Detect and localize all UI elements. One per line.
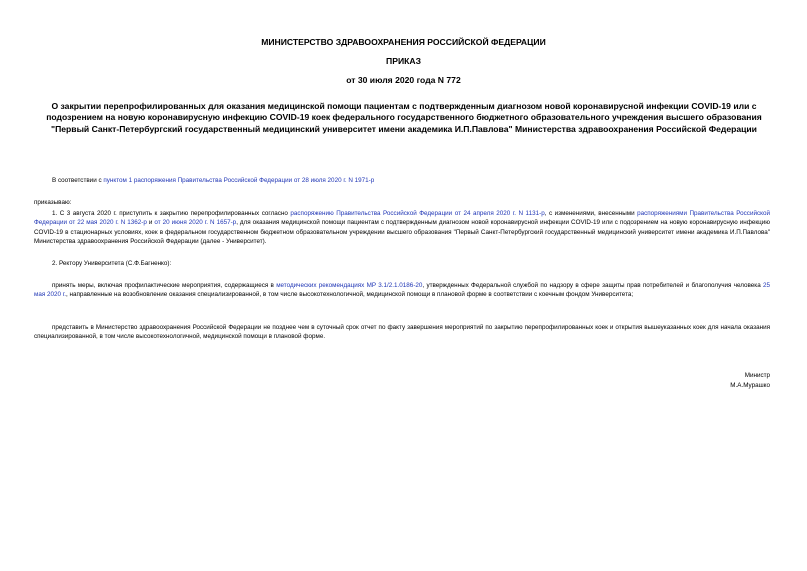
item1-link-2[interactable]: распоряжениями Правительства Российской Федерации от 22 мая 2020 г. N 1362-р xyxy=(34,210,770,227)
item2a-text-2: , утвержденных Федеральной службой по надзору в сфере защиты прав потребителей и благополучия человека xyxy=(422,282,763,289)
item1-text-1: 1. С 3 августа 2020 г. приступить к закрытию перепрофилированных согласно xyxy=(52,210,291,217)
ministry-heading: МИНИСТЕРСТВО ЗДРАВООХРАНЕНИЯ РОССИЙСКОЙ ФЕДЕРАЦИИ xyxy=(261,37,546,47)
document-title: О закрытии перепрофилированных для оказания медицинской помощи пациентам с подтвержденным диагнозом новой коронавирусной инфекции COVID-19 или с подозрением на новую коронавирусную инфекцию COVID-19 коек федерального государственного бюджетного образовательного учреждения высшего образования "Первый Санкт-Петербургский государственный медицинский университет имени академика И.П.Павлова" Министерства здравоохранения Российской Федерации xyxy=(46,101,762,134)
doc-type-heading: ПРИКАЗ xyxy=(386,56,421,66)
signature-position: Министр xyxy=(744,372,770,379)
item2-paragraph: 2. Ректору Университета (С.Ф.Багненко): xyxy=(52,260,172,267)
preamble-link[interactable]: пунктом 1 распоряжения Правительства Российской Федерации от 28 июля 2020 г. N 1971-р xyxy=(103,177,375,184)
item2a-text-1: принять меры, включая профилактические мероприятия, содержащиеся в xyxy=(52,282,277,289)
doc-date-heading: от 30 июля 2020 года N 772 xyxy=(346,75,461,85)
item1-paragraph xyxy=(34,209,770,247)
item1-text-3: и xyxy=(146,219,155,227)
item1-link-1[interactable]: распоряжению Правительства Российской Федерации от 24 апреля 2020 г. N 1131-р xyxy=(290,210,545,217)
order-word: приказываю: xyxy=(34,199,72,206)
item2a-link-2[interactable]: 25 мая 2020 г. xyxy=(34,282,770,299)
item2b-paragraph: представить в Министерство здравоохранения Российской Федерации не позднее чем в суточный срок отчет по факту завершения мероприятий по закрытию перепрофилированных коек и открытия вышеуказанных коек для начала оказания специализированной, в том числе высокотехнологичной, медицинской помощи в плановой форме. xyxy=(34,324,770,341)
item1-text-4: , для оказания медицинской помощи пациентам с подтвержденным диагнозом новой коронавирусной инфекции COVID-19 или с подозрением на новую коронавирусную инфекцию COVID-19 в стационарных условиях, коек в федеральном государственном бюджетном образовательном учреждении высшего образования "Первый Санкт-Петербургский государственный медицинский университет имени академика И.П.Павлова" Министерства здравоохранения Российской Федерации (далее - Университет). xyxy=(34,219,770,246)
item1-link-3[interactable]: от 20 июня 2020 г. N 1657-р xyxy=(154,219,237,227)
signature-name: М.А.Мурашко xyxy=(730,382,770,389)
item1-text-2: , с изменениями, внесенными xyxy=(544,210,638,217)
item2a-paragraph xyxy=(34,281,770,300)
item2a-text-3: , направленные на возобновление оказания специализированной, в том числе высокотехнологичной, медицинской помощи в плановой форме в соответствии с коечным фондом Университета; xyxy=(66,291,634,299)
preamble-paragraph xyxy=(34,176,770,185)
preamble-text: В соответствии с xyxy=(52,177,104,184)
item2a-link-1[interactable]: методических рекомендациях МР 3.1/2.1.0186-20 xyxy=(276,282,423,289)
